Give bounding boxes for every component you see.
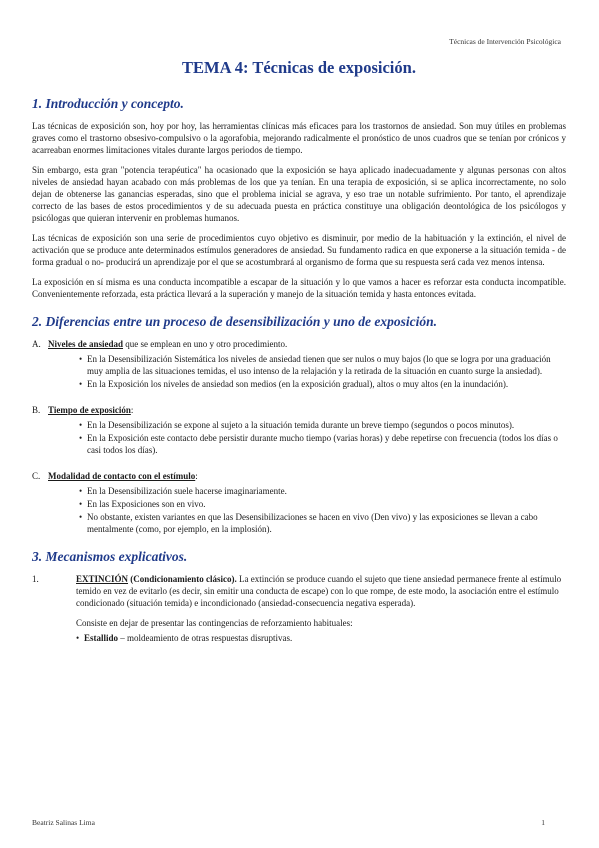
section-3-item-1 <box>32 573 566 609</box>
section-1-heading: 1. Introducción y concepto. <box>32 96 184 111</box>
item-label: Tiempo de exposición <box>48 405 131 415</box>
item-rest: : <box>130 405 134 415</box>
item-rest: : <box>195 471 198 481</box>
item-label: Modalidad de contacto con el estímulo <box>48 471 196 481</box>
bullet-bold: Estallido <box>84 633 119 643</box>
running-header: Técnicas de Intervención Psicológica <box>449 37 561 46</box>
section-2-heading: 2. Diferencias entre un proceso de desensibilización y uno de exposición. <box>32 314 437 329</box>
item-text: La extinción se produce cuando el sujeto que tiene ansiedad permanece frente al estímulo temido en vez de evitarlo (es decir, sin emitir una conducta de escape) con lo que rompe, de este modo, la asociación entre el estímulo condicionado (situación temida) e incondicionado (ansiedad-consecuencia negativa esperada). <box>76 574 562 608</box>
section-1-paragraph-4: La exposición en sí misma es una conducta incompatible a escapar de la situación y lo que vamos a hacer es reforzar esta conducta incompatible. Convenientemente reforzada, esta práctica llevará a la superación y manejo de la situación temida y hasta entonces evitada. <box>32 277 566 299</box>
list-item: • En la Exposición este contacto debe persistir durante mucho tiempo (varias horas) y debe repetirse con frecuencia (todos los días o casi todos los días). <box>87 432 566 456</box>
section-2-item-b <box>32 404 566 456</box>
item-rest: que se emplean en uno y otro procedimiento. <box>123 339 288 349</box>
item-bold: (Condicionamiento clásico). <box>128 574 237 584</box>
section-3-paragraph: Consiste en dejar de presentar las contingencias de reforzamiento habituales: <box>76 618 353 628</box>
bullet-rest: – moldeamiento de otras respuestas disruptivas. <box>118 633 293 643</box>
item-marker: A. <box>32 339 41 349</box>
list-item: • En las Exposiciones son en vivo. <box>87 498 566 510</box>
section-2-item-a <box>32 338 566 390</box>
item-marker: B. <box>32 405 41 415</box>
item-label: EXTINCIÓN <box>76 574 129 584</box>
document-body <box>32 58 566 645</box>
list-item: • En la Desensibilización se expone al sujeto a la situación temida durante un breve tiempo (segundos o pocos minutos). <box>87 419 566 431</box>
list-item: • No obstante, existen variantes en que las Desensibilizaciones se hacen en vivo (Den vivo) y las exposiciones se llevan a cabo mentalmente (como, por ejemplo, en la implosión). <box>87 511 566 535</box>
section-1-paragraph-3: Las técnicas de exposición son una serie de procedimientos cuyo objetivo es disminuir, por medio de la habituación y la extinción, el nivel de activación que se produce ante determinados estímulos generadores de ansiedad. Su fundamento radica en que exponerse a la situación temida - de forma gradual o no- producirá un aprendizaje por el que se acostumbrará al organismo de forma que su respuesta será cada vez menos intensa. <box>32 233 566 267</box>
item-label: Niveles de ansiedad <box>48 339 124 349</box>
section-2-item-c <box>32 470 566 535</box>
section-1-paragraph-1: Las técnicas de exposición son, hoy por hoy, las herramientas clínicas más eficaces para los trastornos de ansiedad. Son muy útiles en problemas graves como el trastorno obsesivo-compulsivo o la agorafobia, mejorando radicalmente el pronóstico de unos cuadros que se tenían por crónicos y acarreaban enormes limitaciones vitales durante largos periodos de tiempo. <box>32 121 566 155</box>
list-item: • En la Exposición los niveles de ansiedad son medios (en la exposición gradual), altos o muy altos (en la inundación). <box>87 378 566 390</box>
list-item: • En la Desensibilización suele hacerse imaginariamente. <box>87 485 566 497</box>
section-3-heading: 3. Mecanismos explicativos. <box>32 549 188 564</box>
item-marker: C. <box>32 471 41 481</box>
footer-author: Beatriz Salinas Lima <box>32 818 95 827</box>
page-number: 1 <box>541 818 545 827</box>
section-1-paragraph-2: Sin embargo, esta gran "potencia terapéutica" ha ocasionado que la exposición se haya aplicado inadecuadamente y algunas personas con altos niveles de ansiedad hayan acabado con más problemas de los que ya tenían. En una terapia de exposición, si se aplica incorrectamente, no solo dejan de obtenerse las ganancias esperadas, sino que el problema inicial se agrava, y eso trae un notable sufrimiento. Por tanto, el aprendizaje correcto de las bases de estos procedimientos y de su adecuada puesta en práctica constituye una obligación deontológica de los psicólogos y psicólogas que quieran intervenir en problemas humanos. <box>32 165 566 223</box>
list-item <box>84 632 566 644</box>
document-title: TEMA 4: Técnicas de exposición. <box>182 58 416 77</box>
list-item: • En la Desensibilización Sistemática los niveles de ansiedad tienen que ser nulos o muy bajos (lo que se logra por una graduación muy amplia de las situaciones temidas, el uso intenso de la relajación y la retirada de la situación en cuanto surge la ansiedad). <box>87 353 566 377</box>
item-marker: 1. <box>32 574 39 584</box>
